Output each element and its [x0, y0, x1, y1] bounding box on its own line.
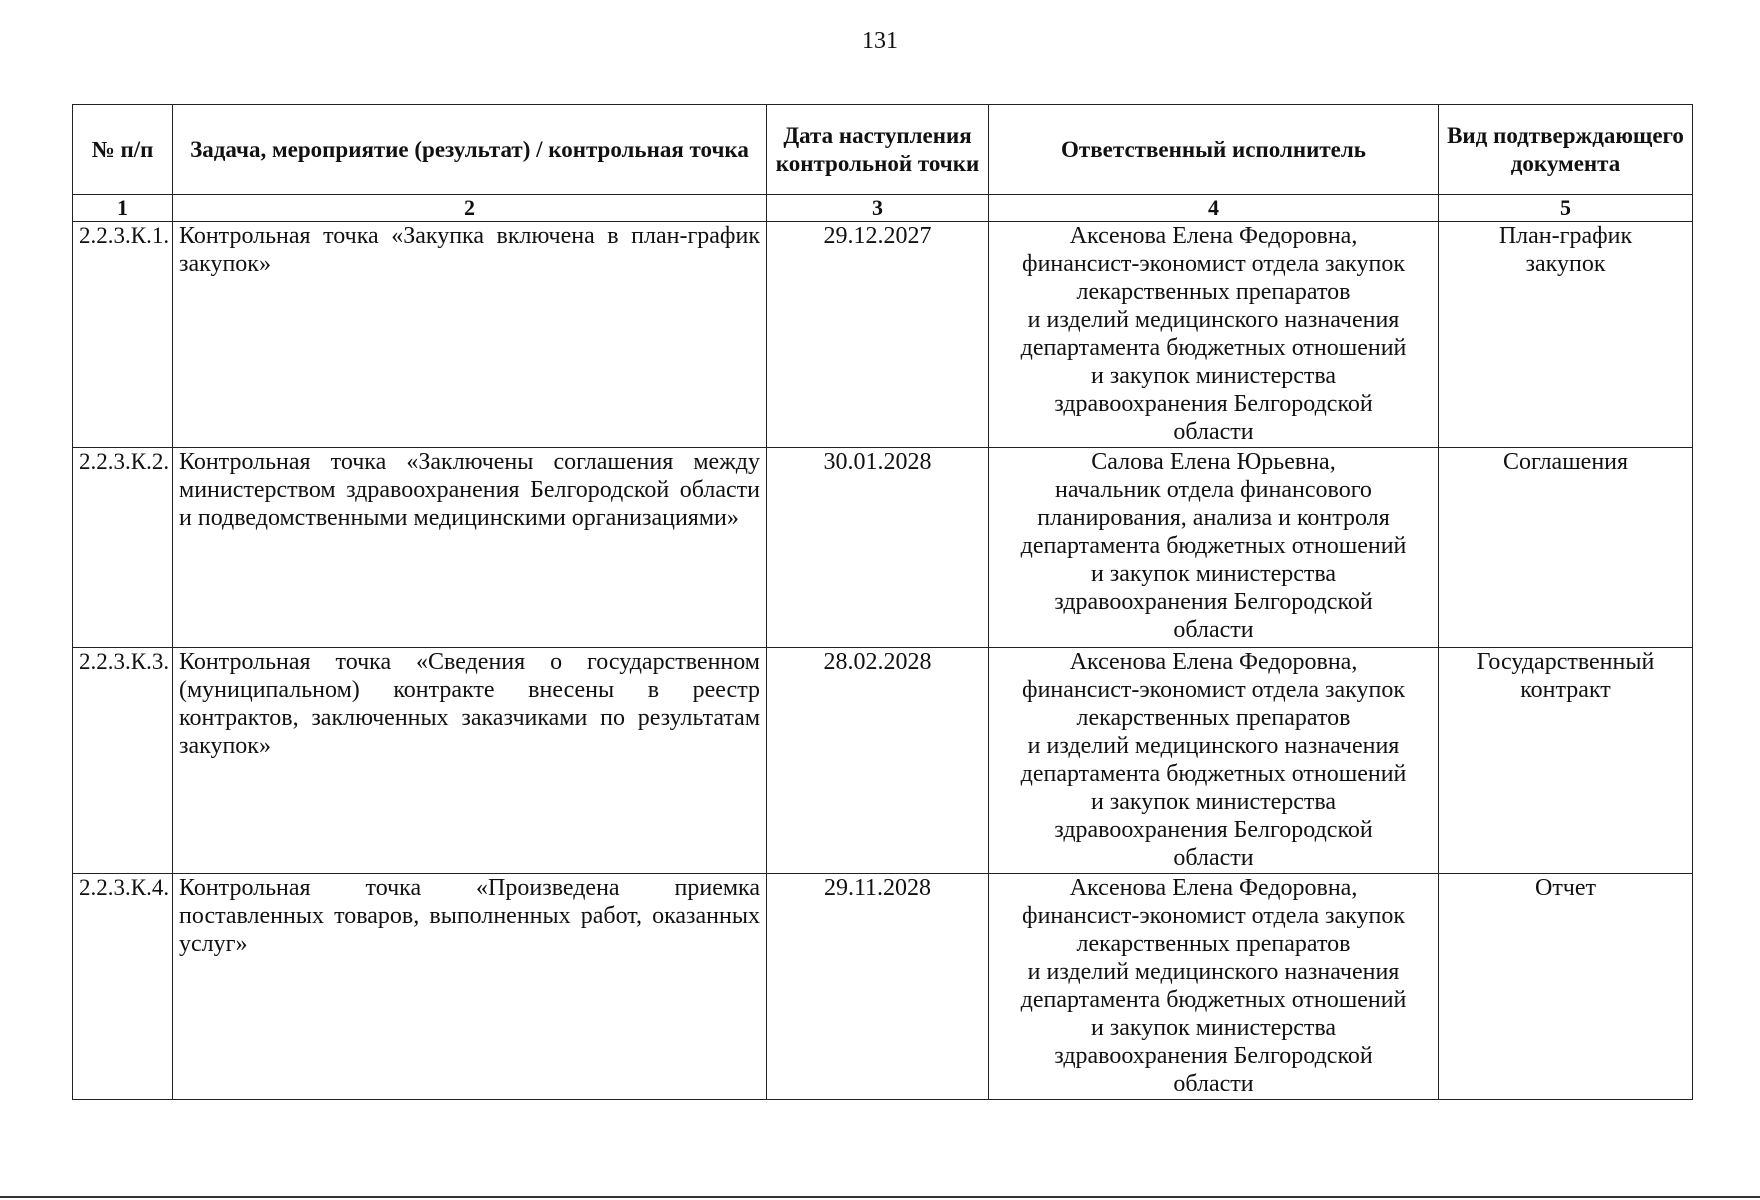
row-id: 2.2.3.К.2. [73, 448, 173, 648]
responsible-line: лекарственных препаратов [1076, 931, 1351, 957]
row-document-type [1439, 222, 1693, 448]
responsible-line: начальник отдела финансового [1055, 477, 1372, 503]
row-date: 30.01.2028 [767, 448, 989, 648]
row-id: 2.2.3.К.4. [73, 874, 173, 1100]
responsible-line: здравоохранения Белгородской [1054, 391, 1373, 417]
table-row [73, 222, 1693, 448]
responsible-line: области [1173, 617, 1254, 643]
row-responsible [989, 648, 1439, 874]
responsible-line: области [1173, 845, 1254, 871]
responsible-line: лекарственных препаратов [1076, 705, 1351, 731]
column-number: 5 [1439, 195, 1693, 222]
responsible-line: здравоохранения Белгородской [1054, 589, 1373, 615]
column-number: 1 [73, 195, 173, 222]
document-line: Соглашения [1502, 449, 1629, 475]
responsible-line: департамента бюджетных отношений [1020, 335, 1407, 361]
responsible-line: департамента бюджетных отношений [1020, 533, 1407, 559]
document-line: Государственный [1476, 649, 1655, 675]
page-bottom-rule [0, 1196, 1760, 1198]
row-task: Контрольная точка «Сведения о государственном (муниципальном) контракте внесены в реестр контрактов, заключенных заказчиками по результатам закупок» [173, 648, 767, 874]
control-points-table [72, 104, 1693, 1100]
document-line: закупок [1525, 251, 1606, 277]
column-number-row [73, 195, 1693, 222]
row-date: 29.12.2027 [767, 222, 989, 448]
row-document-type [1439, 448, 1693, 648]
row-document-type [1439, 874, 1693, 1100]
header-document-type: Вид подтверждающего документа [1439, 105, 1693, 195]
responsible-line: области [1173, 1071, 1254, 1097]
page-number: 131 [862, 28, 898, 54]
document-line: Отчет [1534, 875, 1597, 901]
row-date: 28.02.2028 [767, 648, 989, 874]
row-task: Контрольная точка «Заключены соглашения между министерством здравоохранения Белгородской области и подведомственными медицинскими организациями» [173, 448, 767, 648]
responsible-line: департамента бюджетных отношений [1020, 761, 1407, 787]
header-number: № п/п [73, 105, 173, 195]
document-line: контракт [1520, 677, 1611, 703]
responsible-line: и закупок министерства [1090, 363, 1337, 389]
responsible-line: области [1173, 419, 1254, 445]
table-header-row [73, 105, 1693, 195]
table-row [73, 874, 1693, 1100]
document-line: План-график [1498, 223, 1633, 249]
row-id: 2.2.3.К.1. [73, 222, 173, 448]
responsible-line: финансист-экономист отдела закупок [1022, 251, 1405, 277]
row-responsible [989, 448, 1439, 648]
row-date: 29.11.2028 [767, 874, 989, 1100]
column-number: 4 [989, 195, 1439, 222]
column-number: 2 [173, 195, 767, 222]
responsible-line: и изделий медицинского назначения [1027, 733, 1400, 759]
responsible-line: Салова Елена Юрьевна, [1091, 449, 1336, 475]
responsible-line: департамента бюджетных отношений [1020, 987, 1407, 1013]
row-responsible [989, 874, 1439, 1100]
row-responsible [989, 222, 1439, 448]
responsible-line: и закупок министерства [1090, 789, 1337, 815]
row-id: 2.2.3.К.3. [73, 648, 173, 874]
row-task: Контрольная точка «Произведена приемка поставленных товаров, выполненных работ, оказанных услуг» [173, 874, 767, 1100]
responsible-line: здравоохранения Белгородской [1054, 1043, 1373, 1069]
responsible-line: и закупок министерства [1090, 561, 1337, 587]
table-row [73, 448, 1693, 648]
row-document-type [1439, 648, 1693, 874]
responsible-line: Аксенова Елена Федоровна, [1069, 223, 1358, 249]
responsible-line: финансист-экономист отдела закупок [1022, 903, 1405, 929]
header-task: Задача, мероприятие (результат) / контрольная точка [173, 105, 767, 195]
responsible-line: и изделий медицинского назначения [1027, 959, 1400, 985]
responsible-line: финансист-экономист отдела закупок [1022, 677, 1405, 703]
responsible-line: лекарственных препаратов [1076, 279, 1351, 305]
table-row [73, 648, 1693, 874]
responsible-line: Аксенова Елена Федоровна, [1069, 649, 1358, 675]
header-date: Дата наступления контрольной точки [767, 105, 989, 195]
responsible-line: здравоохранения Белгородской [1054, 817, 1373, 843]
responsible-line: Аксенова Елена Федоровна, [1069, 875, 1358, 901]
column-number: 3 [767, 195, 989, 222]
header-responsible: Ответственный исполнитель [989, 105, 1439, 195]
responsible-line: и изделий медицинского назначения [1027, 307, 1400, 333]
responsible-line: и закупок министерства [1090, 1015, 1337, 1041]
row-task: Контрольная точка «Закупка включена в план-график закупок» [173, 222, 767, 448]
responsible-line: планирования, анализа и контроля [1037, 505, 1390, 531]
